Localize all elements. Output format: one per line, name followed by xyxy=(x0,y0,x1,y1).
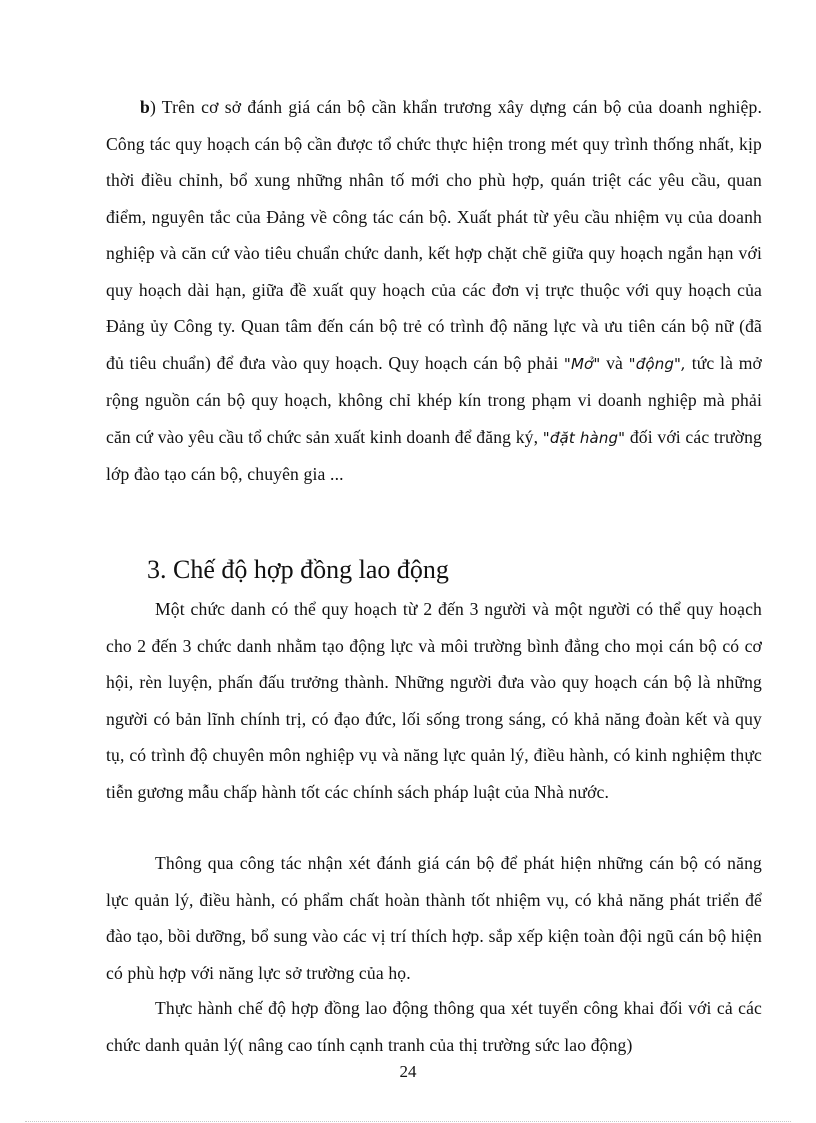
paragraph-b-emphasis-dong: "động", xyxy=(628,354,687,373)
paragraph-b-text-3: tức là mở rộng nguồn cán bộ quy hoạch, không chỉ khép kín trong phạm vi doanh nghiệp mà phải căn cứ vào yêu cầu tổ chức sản xuất kinh doanh để đăng ký, xyxy=(106,352,762,447)
paragraph-b xyxy=(106,89,762,493)
paragraph-2: Thông qua công tác nhận xét đánh giá cán bộ để phát hiện những cán bộ có năng lực quản lý, điều hành, có phẩm chất hoàn thành tốt nhiệm vụ, có khả năng phát triển để đào tạo, bồi dưỡng, bổ sung vào các vị trí thích hợp. sắp xếp kiện toàn đội ngũ cán bộ hiện có phù hợp với năng lực sở trường của họ. xyxy=(106,853,762,983)
paragraph-b-label: b xyxy=(140,97,150,117)
paragraph-b-emphasis-dat-hang: "đặt hàng" xyxy=(542,428,626,447)
paragraph-b-text-1: ) Trên cơ sở đánh giá cán bộ cần khẩn trương xây dựng cán bộ của doanh nghiệp. Công tác quy hoạch cán bộ cần được tổ chức thực hiện trong mét quy trình thống nhất, kịp thời điều chỉnh, bổ xung những nhân tố mới cho phù hợp, quán triệt các yêu cầu, quan điểm, nguyên tắc của Đảng về công tác cán bộ. Xuất phát từ yêu cầu nhiệm vụ của doanh nghiệp và căn cứ vào tiêu chuẩn chức danh, kết hợp chặt chẽ giữa quy hoạch ngắn hạn với quy hoạch dài hạn, giữa đề xuất quy hoạch của các đơn vị trực thuộc với quy hoạch của Đảng ủy Công ty. Quan tâm đến cán bộ trẻ có trình độ năng lực và ưu tiên cán bộ nữ (đã đủ tiêu chuẩn) để đưa vào quy hoạch. Quy hoạch cán bộ phải xyxy=(106,97,762,373)
page-number: 24 xyxy=(399,1062,417,1081)
paragraph-b-emphasis-mo: "Mở" xyxy=(563,354,601,373)
section-heading: 3. Chế độ hợp đồng lao động xyxy=(147,555,449,584)
paragraph-b-text-2: và xyxy=(600,352,629,373)
page-bottom-divider xyxy=(25,1121,791,1122)
paragraph-1: Một chức danh có thể quy hoạch từ 2 đến 3 người và một người có thể quy hoạch cho 2 đến 3 chức danh nhằm tạo động lực và môi trường bình đẳng cho mọi cán bộ có cơ hội, rèn luyện, phấn đấu trưởng thành. Những người đưa vào quy hoạch cán bộ là những người có bản lĩnh chính trị, có đạo đức, lối sống trong sáng, có khả năng đoàn kết và quy tụ, có trình độ chuyên môn nghiệp vụ và năng lực quản lý, điều hành, có kinh nghiệm thực tiễn gương mẫu chấp hành tốt các chính sách pháp luật của Nhà nước. xyxy=(106,599,762,802)
paragraph-3: Thực hành chế độ hợp đồng lao động thông qua xét tuyển công khai đối với cả các chức danh quản lý( nâng cao tính cạnh tranh của thị trường sức lao động) xyxy=(106,998,762,1055)
paragraph-b-text-4: đối với các trường lớp đào tạo cán bộ, chuyên gia ... xyxy=(106,426,762,484)
